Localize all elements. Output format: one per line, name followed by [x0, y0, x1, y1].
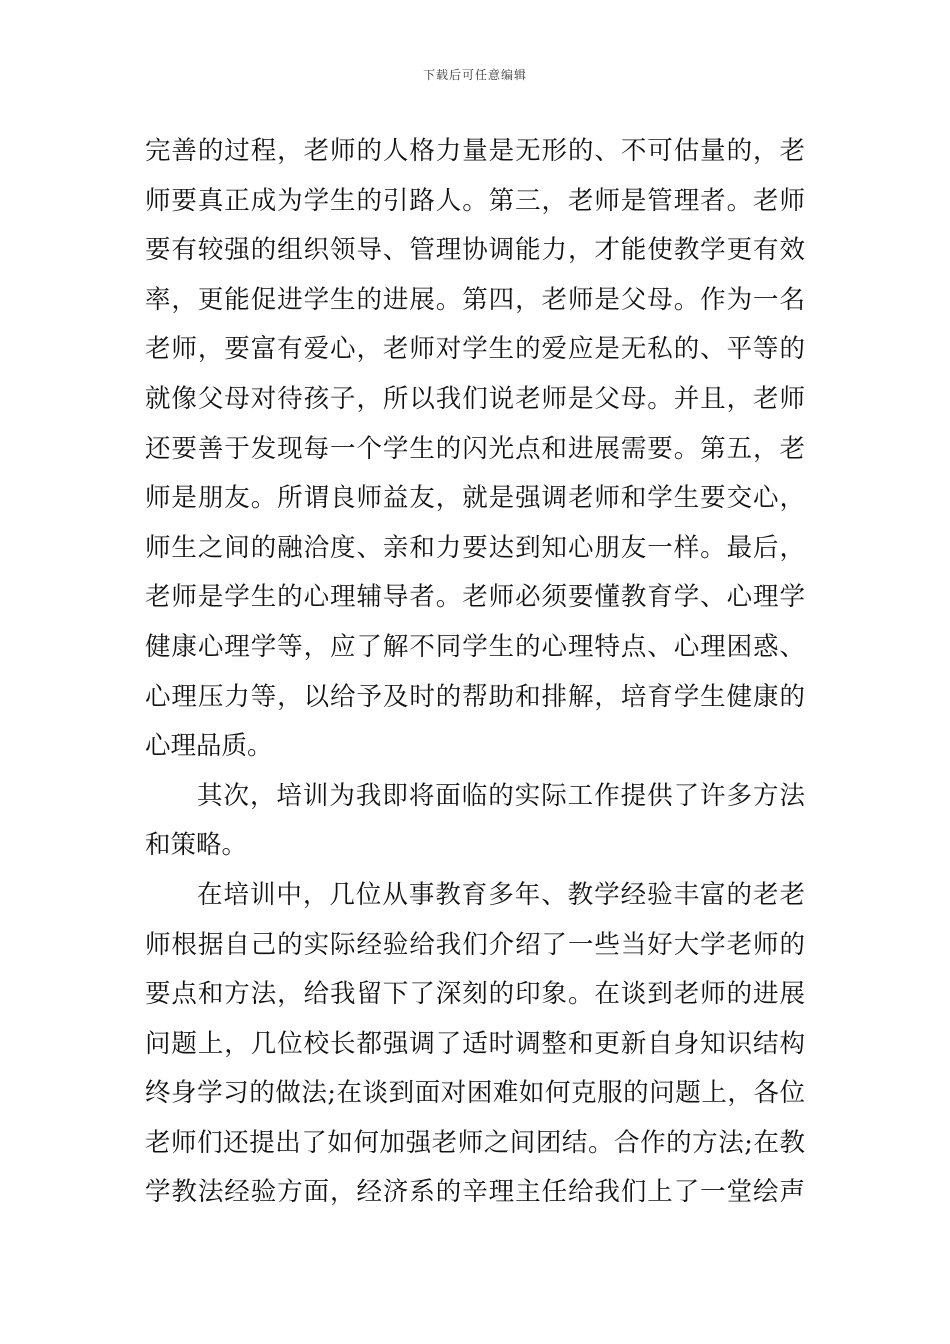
- paragraph-1-line-11: 健康心理学等，应了解不同学生的心理特点、心理困惑、: [145, 631, 805, 662]
- page-header: 下载后可任意编辑: [422, 68, 527, 82]
- document-body: [145, 127, 805, 1218]
- paragraph-1-line-3: 要有较强的组织领导、管理协调能力，才能使教学更有效: [145, 235, 805, 266]
- paragraph-1-line-4: 率，更能促进学生的进展。第四，老师是父母。作为一名: [145, 284, 805, 315]
- paragraph-3-line-1: 在培训中，几位从事教育多年、教学经验丰富的老老: [197, 879, 805, 910]
- paragraph-3-line-2: 师根据自己的实际经验给我们介绍了一些当好大学老师的: [145, 929, 805, 960]
- paragraph-1-line-9: 师生之间的融洽度、亲和力要达到知心朋友一样。最后，: [145, 532, 805, 563]
- paragraph-1-line-7: 还要善于发现每一个学生的闪光点和进展需要。第五，老: [145, 433, 805, 464]
- paragraph-3-line-3: 要点和方法，给我留下了深刻的印象。在谈到老师的进展: [145, 979, 805, 1010]
- paragraph-1-line-8: 师是朋友。所谓良师益友，就是强调老师和学生要交心，: [145, 483, 805, 514]
- paragraph-3-line-7: 学教法经验方面，经济系的辛理主任给我们上了一堂绘声: [145, 1177, 805, 1208]
- paragraph-1-line-6: 就像父母对待孩子，所以我们说老师是父母。并且，老师: [145, 383, 805, 414]
- paragraph-1-line-1: 完善的过程，老师的人格力量是无形的、不可估量的，老: [145, 136, 805, 166]
- paragraph-1-line-5: 老师，要富有爱心，老师对学生的爱应是无私的、平等的: [145, 334, 805, 365]
- paragraph-3-line-4: 问题上，几位校长都强调了适时调整和更新自身知识结构: [145, 1028, 805, 1059]
- paragraph-3-line-5: 终身学习的做法;在谈到面对困难如何克服的问题上，各位: [145, 1078, 805, 1109]
- paragraph-2-line-1: 其次，培训为我即将面临的实际工作提供了许多方法: [197, 780, 805, 811]
- paragraph-1-line-13: 心理品质。: [145, 731, 273, 762]
- paragraph-3-line-6: 老师们还提出了如何加强老师之间团结。合作的方法;在教: [145, 1127, 805, 1158]
- paragraph-2-line-2: 和策略。: [145, 830, 248, 861]
- paragraph-1-line-10: 老师是学生的心理辅导者。老师必须要懂教育学、心理学: [145, 582, 805, 613]
- paragraph-1-line-12: 心理压力等，以给予及时的帮助和排解，培育学生健康的: [145, 681, 805, 712]
- paragraph-1-line-2: 师要真正成为学生的引路人。第三，老师是管理者。老师: [145, 185, 805, 216]
